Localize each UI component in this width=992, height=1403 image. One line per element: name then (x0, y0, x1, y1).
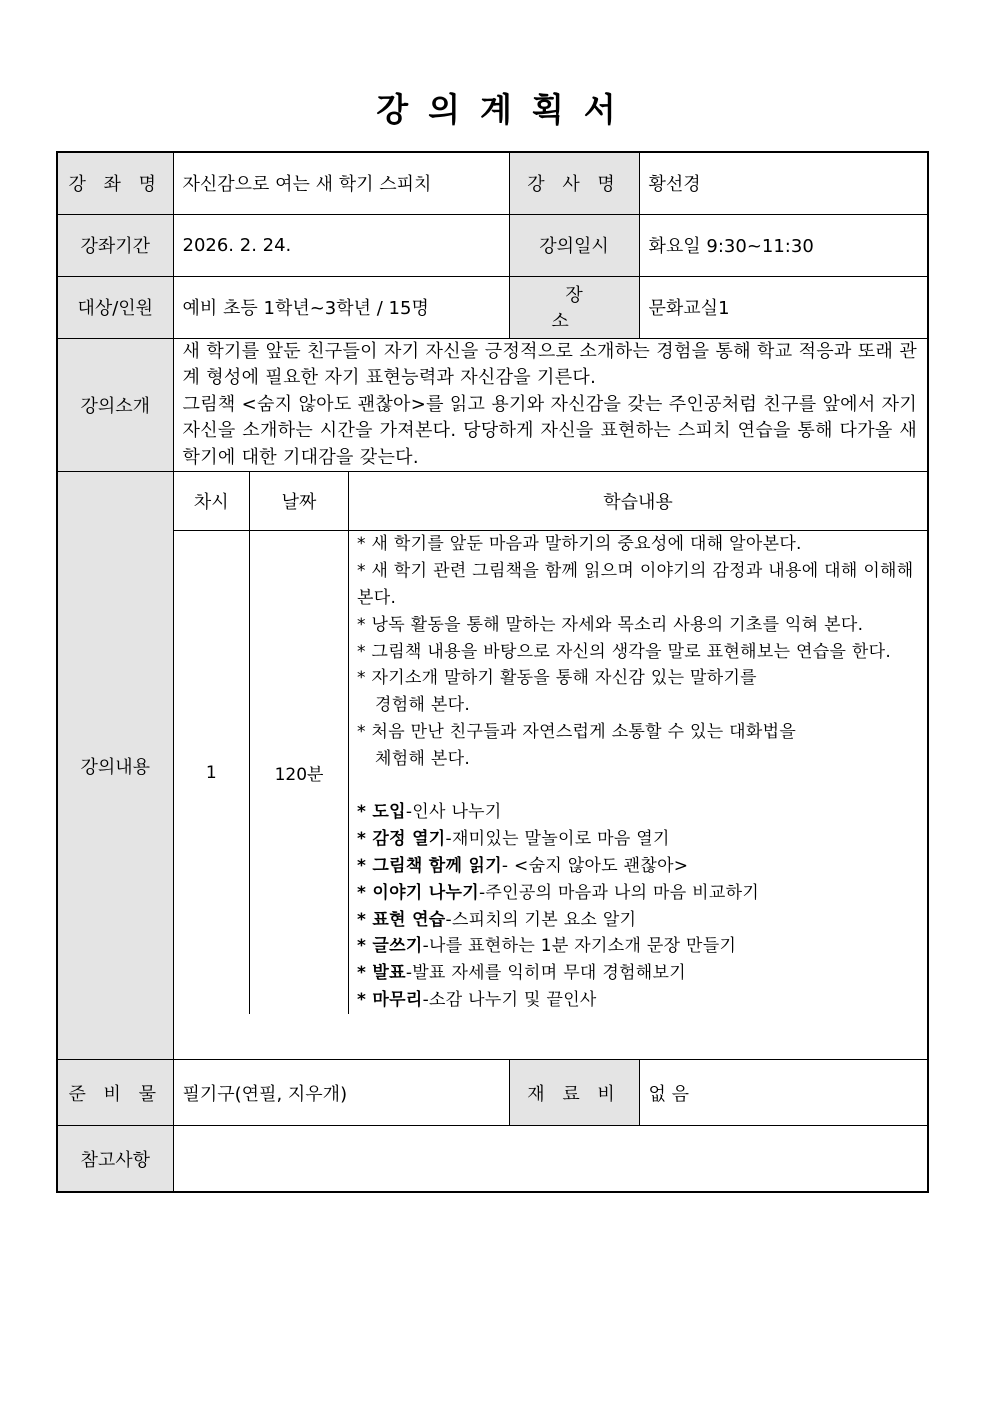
activity-item (357, 880, 919, 907)
row-intro (57, 338, 928, 472)
schedule-table (174, 472, 928, 1013)
label-place: 장 소 (509, 276, 639, 338)
session-duration: 120분 (250, 531, 349, 1014)
session-number: 1 (205, 762, 217, 783)
row-notes (57, 1126, 928, 1192)
activity-item (357, 960, 919, 987)
activity-name: 마무리 (372, 990, 423, 1011)
activity-item (357, 907, 919, 934)
activity-item (357, 933, 919, 960)
activity-desc: -소감 나누기 및 끝인사 (422, 990, 597, 1011)
activity-bullet: * (357, 802, 373, 823)
schedule-header-row (174, 472, 928, 531)
activity-desc: -주인공의 마음과 나의 마음 비교하기 (478, 882, 760, 903)
row-period (57, 214, 928, 276)
header-date: 날짜 (250, 472, 349, 531)
activity-name: 글쓰기 (372, 936, 423, 957)
activity-name: 발표 (372, 963, 406, 984)
activity-bullet: * (357, 990, 373, 1011)
activity-bullet: * (357, 936, 373, 957)
objective-item: 경험해 본다. (375, 695, 471, 716)
label-fee: 재 료 비 (509, 1060, 639, 1126)
schedule-cell (173, 472, 928, 1060)
activity-desc: - <숨지 않아도 괜찮아> (501, 856, 689, 877)
activity-name: 도입 (372, 802, 406, 823)
label-target: 대상/인원 (57, 276, 173, 338)
objective-item: 체험해 본다. (375, 748, 471, 769)
activity-desc: -나를 표현하는 1분 자기소개 문장 만들기 (422, 936, 737, 957)
value-fee: 없 음 (639, 1060, 928, 1126)
activity-item (357, 799, 919, 826)
activity-item (357, 853, 919, 880)
activity-name: 그림책 함께 읽기 (372, 856, 502, 877)
intro-text (173, 338, 928, 472)
activity-item (357, 826, 919, 853)
row-course (57, 152, 928, 214)
activity-bullet: * (357, 829, 373, 850)
value-target: 예비 초등 1학년~3학년 / 15명 (173, 276, 509, 338)
spacer (357, 773, 919, 800)
row-materials (57, 1060, 928, 1126)
row-target (57, 276, 928, 338)
activity-bullet: * (357, 909, 373, 930)
page-title: 강의계획서 (376, 90, 636, 129)
label-course-name: 강 좌 명 (57, 152, 173, 214)
activity-desc: -재미있는 말놀이로 마음 열기 (445, 829, 670, 850)
intro-paragraph: 새 학기를 앞둔 친구들이 자기 자신을 긍정적으로 소개하는 경험을 통해 학교 적응과 또래 관계 형성에 필요한 자기 표현능력과 자신감을 기른다. (182, 340, 918, 389)
label-materials: 준 비 물 (57, 1060, 173, 1126)
objective-item: * 새 학기를 앞둔 마음과 말하기의 중요성에 대해 알아본다. (357, 534, 802, 555)
header-content: 학습내용 (349, 472, 928, 531)
value-lecture-time: 화요일 9:30~11:30 (639, 214, 928, 276)
objective-item: * 낭독 활동을 통해 말하는 자세와 목소리 사용의 기초를 익혀 본다. (357, 614, 864, 635)
label-notes: 참고사항 (57, 1126, 173, 1192)
label-intro: 강의소개 (57, 338, 173, 472)
label-instructor: 강 사 명 (509, 152, 639, 214)
row-content (57, 472, 928, 1060)
value-period: 2026. 2. 24. (173, 214, 509, 276)
objective-item: * 새 학기 관련 그림책을 함께 읽으며 이야기의 감정과 내용에 대해 이해해 본다. (357, 561, 914, 609)
objective-item: * 그림책 내용을 바탕으로 자신의 생각을 말로 표현해보는 연습을 한다. (357, 641, 892, 662)
value-place: 문화교실1 (639, 276, 928, 338)
activity-bullet: * (357, 963, 373, 984)
activity-name: 감정 열기 (372, 829, 446, 850)
intro-paragraph: 그림책 <숨지 않아도 괜찮아>를 읽고 용기와 자신감을 갖는 주인공처럼 친구를 앞에서 자기 자신을 소개하는 시간을 가져본다. 당당하게 자신을 표현하는 스피치 연습을 통해 다가올 새 학기에 대한 기대감을 갖는다. (182, 393, 918, 468)
learning-content (349, 531, 928, 1014)
activity-name: 이야기 나누기 (372, 882, 479, 903)
activity-desc: -인사 나누기 (405, 802, 502, 823)
objective-item: * 처음 만난 친구들과 자연스럽게 소통할 수 있는 대화법을 (357, 722, 797, 743)
value-materials: 필기구(연필, 지우개) (173, 1060, 509, 1126)
objective-item: * 자기소개 말하기 활동을 통해 자신감 있는 말하기를 (357, 668, 757, 689)
label-lecture-time: 강의일시 (509, 214, 639, 276)
activity-bullet: * (357, 856, 373, 877)
activity-desc: -스피치의 기본 요소 알기 (445, 909, 637, 930)
schedule-row (174, 531, 928, 1014)
header-session: 차시 (174, 472, 250, 531)
value-notes (173, 1126, 928, 1192)
lecture-plan-table (56, 151, 929, 1193)
value-course-name: 자신감으로 여는 새 학기 스피치 (173, 152, 509, 214)
activity-item (357, 987, 919, 1014)
activity-name: 표현 연습 (372, 909, 446, 930)
value-instructor: 황선경 (639, 152, 928, 214)
activity-desc: -발표 자세를 익히며 무대 경험해보기 (405, 963, 686, 984)
activity-bullet: * (357, 882, 373, 903)
label-content: 강의내용 (57, 472, 173, 1060)
label-period: 강좌기간 (57, 214, 173, 276)
